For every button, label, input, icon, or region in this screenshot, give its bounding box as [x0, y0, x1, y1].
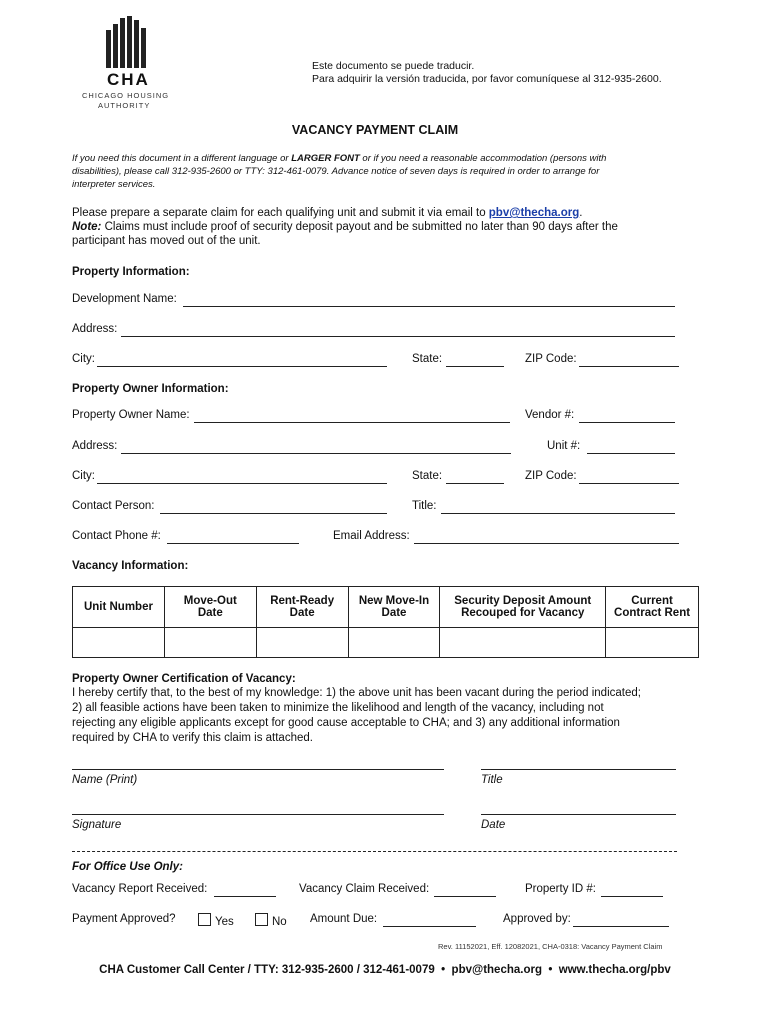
logo-abbr: CHA: [107, 70, 150, 89]
instructions-note: Note: Claims must include proof of security deposit payout and be submitted no later than 90 days after the: [72, 221, 618, 233]
vacancy-info-heading: Vacancy Information:: [72, 560, 189, 572]
signature-field[interactable]: [72, 814, 444, 815]
logo-line1: CHICAGO HOUSING: [82, 91, 170, 100]
amount-due-label: Amount Due:: [310, 913, 378, 925]
email-link[interactable]: pbv@thecha.org: [488, 207, 580, 219]
yes-checkbox[interactable]: [198, 913, 211, 926]
col-contract-rent: Current Contract Rent: [606, 587, 699, 628]
owner-title-field[interactable]: [441, 513, 675, 514]
property-id-field[interactable]: [601, 896, 663, 897]
date-label: Date: [481, 819, 506, 831]
property-state-label: State:: [412, 353, 443, 365]
date-field[interactable]: [481, 814, 676, 815]
move-out-date-cell[interactable]: [164, 628, 256, 658]
yes-label: Yes: [215, 916, 234, 928]
owner-city-label: City:: [72, 470, 95, 482]
office-divider: [72, 851, 677, 852]
unit-number-cell[interactable]: [73, 628, 165, 658]
col-security-deposit: Security Deposit Amount Recouped for Vacancy: [440, 587, 606, 628]
owner-name-label: Property Owner Name:: [72, 409, 190, 421]
certification-line3: rejecting any eligible applicants except for good cause acceptable to CHA; and 3) any additional information: [72, 717, 620, 729]
certification-heading: Property Owner Certification of Vacancy:: [72, 673, 296, 685]
property-city-field[interactable]: [97, 366, 387, 367]
report-received-label: Vacancy Report Received:: [72, 883, 208, 895]
cha-logo-mark: [106, 16, 150, 68]
name-print-label: Name (Print): [72, 774, 138, 786]
property-zip-label: ZIP Code:: [525, 353, 577, 365]
instructions-line1: Please prepare a separate claim for each qualifying unit and submit it via email to pbv@thecha.org.: [72, 207, 583, 219]
office-use-heading: For Office Use Only:: [72, 861, 183, 873]
owner-title-label: Title:: [412, 500, 437, 512]
amount-due-field[interactable]: [383, 926, 476, 927]
owner-info-heading: Property Owner Information:: [72, 383, 229, 395]
contact-person-field[interactable]: [160, 513, 387, 514]
contract-rent-cell[interactable]: [606, 628, 699, 658]
owner-city-field[interactable]: [97, 483, 387, 484]
logo-line2: AUTHORITY: [98, 101, 151, 110]
signature-label: Signature: [72, 819, 122, 831]
no-option[interactable]: [255, 913, 287, 928]
certification-line4: required by CHA to verify this claim is attached.: [72, 732, 313, 744]
col-rent-ready-date: Rent-Ready Date: [256, 587, 348, 628]
instructions-line3: participant has moved out of the unit.: [72, 235, 261, 247]
unit-label: Unit #:: [547, 440, 581, 452]
owner-state-field[interactable]: [446, 483, 504, 484]
accommodation-notice-line2: disabilities), please call 312-935-2600 or TTY: 312-461-0079. Advance notice of seven days is required in order to arrange for: [72, 166, 600, 177]
no-label: No: [272, 916, 287, 928]
approved-by-label: Approved by:: [503, 913, 571, 925]
email-address-field[interactable]: [414, 543, 679, 544]
claim-received-label: Vacancy Claim Received:: [299, 883, 430, 895]
property-address-field[interactable]: [121, 336, 675, 337]
contact-person-label: Contact Person:: [72, 500, 155, 512]
development-name-label: Development Name:: [72, 293, 177, 305]
security-deposit-cell[interactable]: [440, 628, 606, 658]
cert-title-field[interactable]: [481, 769, 676, 770]
claim-received-field[interactable]: [434, 896, 496, 897]
property-zip-field[interactable]: [579, 366, 679, 367]
col-move-out-date: Move-Out Date: [164, 587, 256, 628]
contact-phone-label: Contact Phone #:: [72, 530, 161, 542]
yes-option[interactable]: [198, 913, 234, 928]
cert-title-label: Title: [481, 774, 503, 786]
payment-approved-label: Payment Approved?: [72, 913, 176, 925]
footer-contact: CHA Customer Call Center / TTY: 312-935-2600 / 312-461-0079 • pbv@thecha.org • www.thecha.org/pbv: [99, 964, 671, 976]
approved-by-field[interactable]: [573, 926, 669, 927]
property-info-heading: Property Information:: [72, 266, 190, 278]
owner-name-field[interactable]: [194, 422, 510, 423]
rent-ready-date-cell[interactable]: [256, 628, 348, 658]
owner-state-label: State:: [412, 470, 443, 482]
accommodation-notice-line1: If you need this document in a different language or LARGER FONT or if you need a reasonable accommodation (persons with: [72, 153, 607, 164]
vendor-field[interactable]: [579, 422, 675, 423]
property-state-field[interactable]: [446, 366, 504, 367]
email-address-label: Email Address:: [333, 530, 410, 542]
vacancy-table: [72, 586, 699, 658]
owner-address-field[interactable]: [121, 453, 511, 454]
no-checkbox[interactable]: [255, 913, 268, 926]
owner-address-label: Address:: [72, 440, 118, 452]
col-new-move-in-date: New Move-In Date: [348, 587, 440, 628]
revision-note: Rev. 11152021, Eff. 12082021, CHA-0318: Vacancy Payment Claim: [438, 942, 663, 951]
unit-field[interactable]: [587, 453, 675, 454]
report-received-field[interactable]: [214, 896, 276, 897]
col-unit-number: Unit Number: [73, 587, 165, 628]
certification-line1: I hereby certify that, to the best of my knowledge: 1) the above unit has been vacant during the period indicated;: [72, 687, 641, 699]
contact-phone-field[interactable]: [167, 543, 299, 544]
vendor-label: Vendor #:: [525, 409, 575, 421]
name-print-field[interactable]: [72, 769, 444, 770]
owner-zip-field[interactable]: [579, 483, 679, 484]
property-id-label: Property ID #:: [525, 883, 596, 895]
translate-line2: Para adquirir la versión traducida, por favor comuníquese al 312-935-2600.: [312, 73, 662, 85]
property-city-label: City:: [72, 353, 95, 365]
owner-zip-label: ZIP Code:: [525, 470, 577, 482]
accommodation-notice-line3: interpreter services.: [72, 179, 156, 190]
development-name-field[interactable]: [183, 306, 675, 307]
vacancy-table-header: [73, 587, 699, 628]
page-title: VACANCY PAYMENT CLAIM: [291, 123, 459, 137]
table-row: [73, 628, 699, 658]
property-address-label: Address:: [72, 323, 118, 335]
certification-line2: 2) all feasible actions have been taken to minimize the likelihood and length of the vacancy, including not: [72, 702, 604, 714]
translate-line1: Este documento se puede traducir.: [312, 60, 475, 72]
new-move-in-date-cell[interactable]: [348, 628, 440, 658]
